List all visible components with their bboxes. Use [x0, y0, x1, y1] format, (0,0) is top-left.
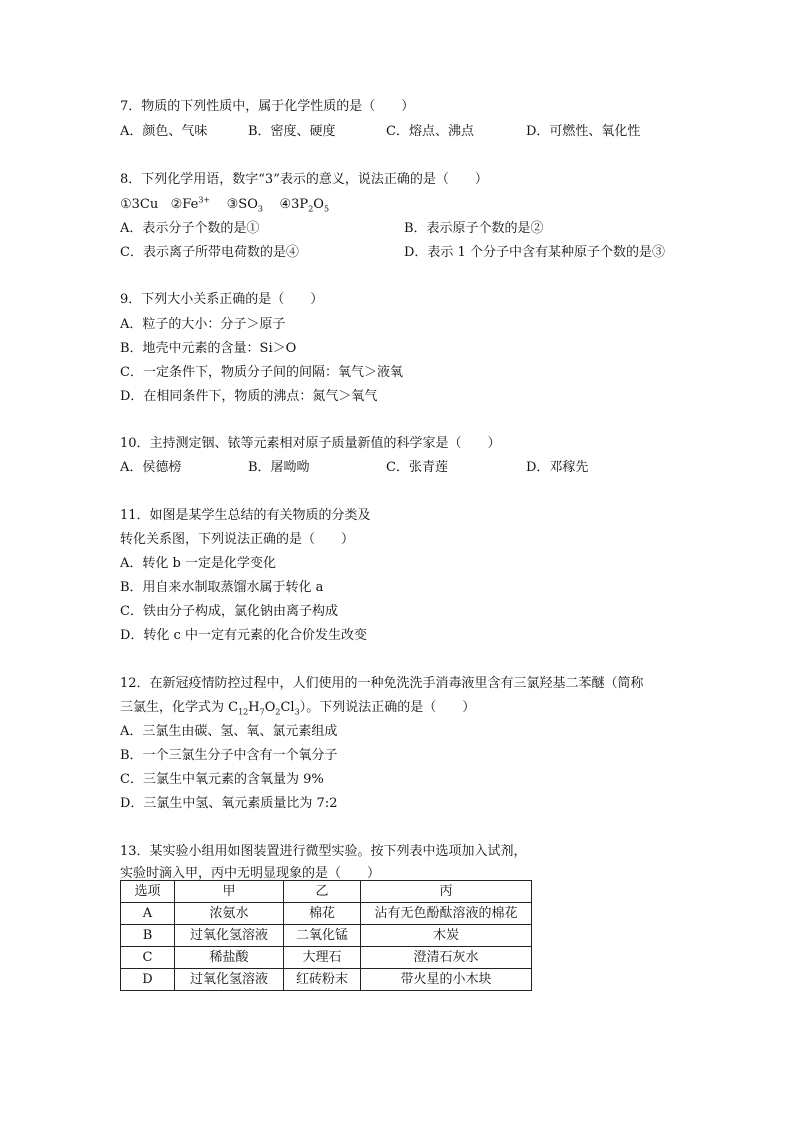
q12-stem-line1: 12．在新冠疫情防控过程中，人们使用的一种免洗洗手消毒液里含有三氯羟基二苯醚（简称 — [120, 676, 644, 691]
q10-stem: 10．主持测定铟、铱等元素相对原子质量新值的科学家是（ ） — [120, 436, 501, 451]
table-cell: 棉花 — [284, 903, 361, 925]
q7-stem: 7．物质的下列性质中，属于化学性质的是（ ） — [120, 99, 415, 114]
table-cell: A — [121, 903, 175, 925]
q12-option-c: C．三氯生中氧元素的含氧量为 9% — [120, 772, 324, 787]
table-cell: 稀盐酸 — [175, 947, 284, 969]
q10-option-d: D．邓稼先 — [526, 460, 589, 475]
q10-option-a: A．侯德榜 — [120, 460, 182, 475]
table-header-cell: 甲 — [175, 881, 284, 903]
q9-option-b: B．地壳中元素的含量：Si＞O — [120, 341, 297, 356]
table-cell: 过氧化氢溶液 — [175, 969, 284, 991]
q8-option-a: A．表示分子个数的是① — [120, 221, 260, 236]
q11-option-a: A．转化 b 一定是化学变化 — [120, 556, 276, 571]
q8-formula-items — [120, 195, 330, 214]
q8-item-2: $②Fe^{3+}$ — [170, 195, 211, 212]
table-cell: B — [121, 925, 175, 947]
q8-option-b: B．表示原子个数的是② — [404, 221, 544, 236]
q8-option-d: D．表示 1 个分子中含有某种原子个数的是③ — [404, 245, 665, 260]
table-cell: 沾有无色酚酞溶液的棉花 — [361, 903, 532, 925]
q8-item-3: $③SO_3$ — [226, 197, 263, 214]
q12-option-d: D．三氯生中氢、氧元素质量比为 7:2 — [120, 796, 338, 811]
q13-stem-line2: 实验时滴入甲，丙中无明显现象的是（ ） — [120, 866, 381, 881]
q10-option-b: B．屠呦呦 — [248, 460, 310, 475]
q7-option-d: D．可燃性、氧化性 — [526, 124, 641, 139]
table-cell: 二氧化锰 — [284, 925, 361, 947]
q9-option-c: C．一定条件下，物质分子间的间隔：氧气＞液氧 — [120, 365, 403, 380]
q12-option-a: A．三氯生由碳、氢、氧、氯元素组成 — [120, 724, 338, 739]
table-header-row — [121, 881, 532, 903]
q8-item-4: $④3P_2O_5$ — [279, 197, 330, 214]
q11-option-d: D．转化 c 中一定有元素的化合价发生改变 — [120, 628, 367, 643]
q13-stem-line1: 13．某实验小组用如图装置进行微型实验。按下列表中选项加入试剂， — [120, 844, 527, 859]
q13-reagent-table — [120, 880, 532, 991]
table-cell: 过氧化氢溶液 — [175, 925, 284, 947]
table-cell: 带火星的小木块 — [361, 969, 532, 991]
table-header-cell: 丙 — [361, 881, 532, 903]
q11-stem-line2: 转化关系图，下列说法正确的是（ ） — [120, 532, 355, 547]
q9-option-d: D．在相同条件下，物质的沸点：氮气＞氧气 — [120, 389, 378, 404]
table-header-cell: 乙 — [284, 881, 361, 903]
q7-option-b: B．密度、硬度 — [248, 124, 336, 139]
q7-option-c: C．熔点、沸点 — [386, 124, 474, 139]
q11-stem-line1: 11．如图是某学生总结的有关物质的分类及 — [120, 508, 371, 523]
q8-stem: 8．下列化学用语，数字“3”表示的意义，说法正确的是（ ） — [120, 172, 488, 187]
q10-option-c: C．张青莲 — [386, 460, 448, 475]
table-cell: 澄清石灰水 — [361, 947, 532, 969]
q7-option-a: A．颜色、气味 — [120, 124, 208, 139]
q8-option-c: C．表示离子所带电荷数的是④ — [120, 245, 299, 260]
table-row — [121, 947, 532, 969]
table-row — [121, 903, 532, 925]
q8-item-1: ①3Cu — [120, 197, 159, 212]
table-header-cell: 选项 — [121, 881, 175, 903]
q11-option-c: C．铁由分子构成，氯化钠由离子构成 — [120, 604, 338, 619]
table-cell: 浓氨水 — [175, 903, 284, 925]
q9-option-a: A．粒子的大小：分子＞原子 — [120, 317, 286, 332]
table-cell: 木炭 — [361, 925, 532, 947]
table-cell: 大理石 — [284, 947, 361, 969]
q9-stem: 9．下列大小关系正确的是（ ） — [120, 292, 324, 307]
table-cell: D — [121, 969, 175, 991]
table-row — [121, 925, 532, 947]
q11-option-b: B．用自来水制取蒸馏水属于转化 a — [120, 580, 324, 595]
q12-option-b: B．一个三氯生分子中含有一个氧分子 — [120, 748, 338, 763]
q12-stem-line2: 三氯生，化学式为 $C_{12}H_7O_2Cl_3$）。下列说法正确的是（ ） — [120, 700, 476, 717]
table-cell: 红砖粉末 — [284, 969, 361, 991]
table-row — [121, 969, 532, 991]
table-cell: C — [121, 947, 175, 969]
